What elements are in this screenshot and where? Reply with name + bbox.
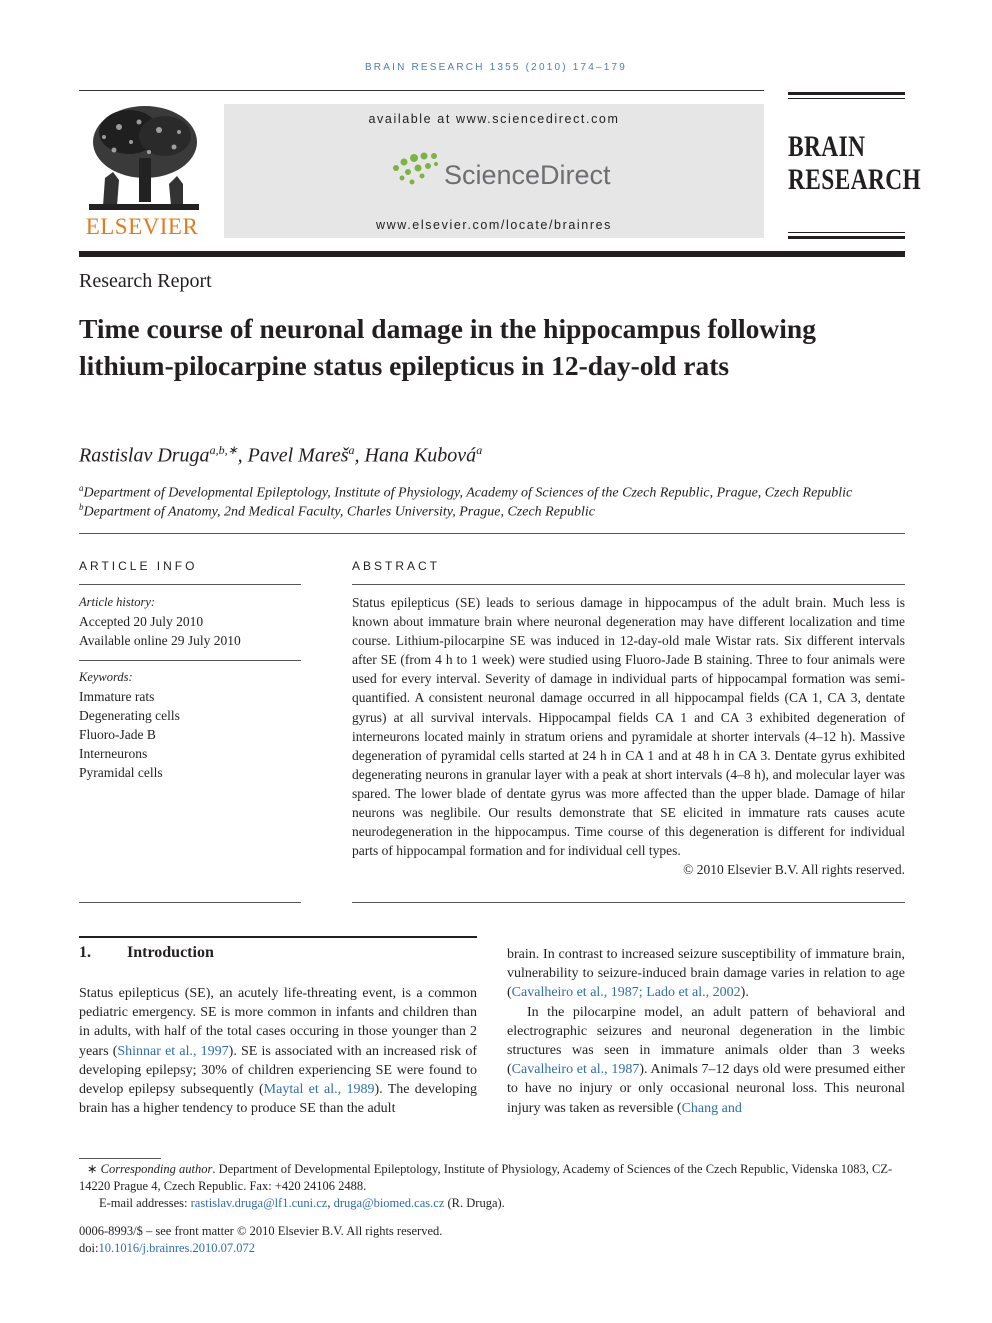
email-label: E-mail addresses: [99, 1196, 191, 1210]
citation-link[interactable]: Shinnar et al., 1997 [117, 1043, 229, 1059]
article-history [79, 593, 241, 650]
affiliation-text: Department of Developmental Epileptology, Institute of Physiology, Academy of Sciences of the Czech Republic, Prague, Czech Republic [83, 485, 853, 501]
abstract-rule [352, 902, 905, 903]
article-info-rule [79, 660, 301, 661]
paragraph-text: ). [740, 985, 749, 1001]
abstract-heading: ABSTRACT [352, 559, 441, 573]
author-list [79, 443, 482, 468]
journal-citation: BRAIN RESEARCH 1355 (2010) 174–179 [364, 62, 628, 73]
journal-logo [788, 130, 922, 196]
paragraph-text: ). The developing brain has a higher tendency to produce SE than the adult [79, 1082, 477, 1117]
doi-line [79, 1240, 905, 1257]
affiliation [79, 502, 595, 521]
corresponding-author-label: Corresponding author [100, 1162, 213, 1176]
author-affiliation-sup: a [348, 443, 355, 457]
abstract-copyright: © 2010 Elsevier B.V. All rights reserved. [683, 862, 905, 878]
author-separator: , [237, 444, 248, 467]
doi-label: doi: [79, 1241, 99, 1255]
email-footnote [79, 1195, 905, 1212]
email-link[interactable]: druga@biomed.cas.cz [333, 1196, 445, 1210]
keyword: Fluoro-Jade B [79, 727, 156, 742]
keyword: Degenerating cells [79, 708, 180, 723]
journal-logo-line2: RESEARCH [788, 163, 922, 196]
paragraph-text: ). Animals 7–12 days old were presumed either to have no injury or only occasional neuronal loss. This neuronal injury was taken as reversible ( [507, 1062, 905, 1116]
footnote-text: . Department of Developmental Epileptology, Institute of Physiology, Academy of Sciences of the Czech Republic, Videnska 1083, CZ-14220 Prague 4, Czech Republic. Fax: +420 24106 2488. [79, 1162, 893, 1193]
paragraph-text: In the pilocarpine model, an adult pattern of behavioral and electrographic seizures and neuronal degeneration in the limbic structures was seen in immature animals older than 3 weeks ( [507, 1004, 905, 1078]
affiliation-label: a [79, 483, 84, 493]
online-date: Available online 29 July 2010 [79, 633, 241, 648]
affiliation-divider [79, 533, 905, 534]
affiliation-label: b [79, 502, 84, 512]
elsevier-logo [79, 102, 205, 240]
intro-right-column [507, 945, 905, 1118]
abstract-text: Status epilepticus (SE) leads to serious damage in hippocampus of the adult brain. Much less is known about immature brain where neuronal degeneration may have different localization and time course. Lithium-pilocarpine SE was induced in 12-day-old male Wistar rats. Six different intervals after SE (from 4 h to 1 week) were studied using Fluoro-Jade B staining. Three to four animals were used for every interval. Severity of damage in individual parts of hippocampal formation was semi-quantified. A consistent neuronal damage occurred in all hippocampal fields (CA 1, CA 3, dentate gyrus) at all survival intervals. Hippocampal fields CA 1 and CA 3 exhibited degeneration of interneurons located mainly in stratum oriens and pyramidale at shorter intervals (4–12 h). Massive degeneration of pyramidal cells started at 24 h in CA 1 and at 48 h in CA 3. Dentate gyrus exhibited degenerating neurons in granular layer with a peak at short intervals (4–8 h), and molecular layer was spared. The lower blade of dentate gyrus was more affected than the upper blade. Damage of hilar neurons was neglibile. Our results demonstrate that SE elicited in immature rats causes acute neurodegeneration in the hippocampus. Time course of this degeneration is different for individual parts of hippocampal formation and for individual cell types. [352, 595, 905, 859]
sciencedirect-dots-icon [390, 150, 442, 190]
paragraph-text: brain. In contrast to increased seizure susceptibility of immature brain, vulnerability to seizure-induced brain damage varies in relation to age ( [507, 947, 905, 1001]
keyword: Interneurons [79, 746, 148, 761]
accepted-date: Accepted 20 July 2010 [79, 614, 204, 629]
footnote-star: ∗ [87, 1162, 98, 1176]
abstract-body [352, 593, 905, 879]
article-title: Time course of neuronal damage in the hippocampus following lithium-pilocarpine status epilepticus in 12-day-old rats [79, 313, 816, 381]
citation-link[interactable]: Maytal et al., 1989 [263, 1082, 375, 1098]
footnote-rule [79, 1158, 161, 1159]
corresponding-author-mark[interactable]: ∗ [227, 443, 238, 457]
author-separator: , [354, 444, 365, 467]
history-label: Article history: [79, 595, 156, 609]
section-number: 1. [79, 944, 91, 961]
journal-logo-rule [788, 98, 905, 99]
keyword: Pyramidal cells [79, 765, 163, 780]
journal-logo-rule [788, 236, 905, 239]
section-title: Introduction [127, 944, 214, 961]
paragraph-text: Status epilepticus (SE), an acutely life-threating event, is a common pediatric emergency. SE is more common in infants and children than in adults, with half of the total cases occuring in those younger than 2 years ( [79, 986, 477, 1059]
author-name[interactable]: Pavel Mareš [247, 444, 349, 467]
header-rule [79, 90, 764, 91]
article-info-heading: ARTICLE INFO [79, 559, 198, 573]
available-at-text: available at www.sciencedirect.com [368, 112, 620, 126]
corresponding-author-footnote [79, 1161, 905, 1195]
issn-line: 0006-8993/$ – see front matter © 2010 Elsevier B.V. All rights reserved. [79, 1224, 443, 1238]
sciencedirect-logo-text: ScienceDirect [444, 160, 611, 190]
journal-logo-rule [788, 92, 905, 95]
email-link[interactable]: rastislav.druga@lf1.cuni.cz [190, 1196, 328, 1210]
journal-url: www.elsevier.com/locate/brainres [376, 218, 612, 232]
citation-link[interactable]: Chang and [681, 1100, 742, 1116]
journal-logo-line1: BRAIN [788, 130, 866, 163]
journal-logo-rule [788, 232, 905, 233]
section-heading [79, 944, 214, 962]
paragraph [507, 1003, 905, 1118]
author-affiliation-sup: a [476, 443, 483, 457]
citation-link[interactable]: Cavalheiro et al., 1987; Lado et al., 2002 [511, 985, 741, 1001]
doi-link[interactable]: 10.1016/j.brainres.2010.07.072 [98, 1241, 256, 1255]
article-info-rule [79, 902, 301, 903]
author-name[interactable]: Rastislav Druga [79, 444, 210, 467]
email-suffix: (R. Druga). [444, 1196, 505, 1210]
affiliation-text: Department of Anatomy, 2nd Medical Faculty, Charles University, Prague, Czech Republic [83, 504, 595, 520]
author-affiliation-sup: a,b, [209, 443, 228, 457]
keyword: Immature rats [79, 689, 155, 704]
intro-left-column [79, 984, 477, 1118]
elsevier-logo-text: ELSEVIER [85, 214, 199, 239]
email-separator: , [327, 1196, 334, 1210]
abstract-rule [352, 584, 905, 585]
elsevier-tree-icon [79, 102, 205, 214]
header-divider [79, 251, 905, 257]
affiliation [79, 483, 852, 502]
section-rule [79, 936, 477, 938]
article-info-rule [79, 584, 301, 585]
article-type: Research Report [79, 270, 212, 292]
citation-link[interactable]: Cavalheiro et al., 1987 [511, 1062, 640, 1078]
keywords-label: Keywords: [79, 670, 133, 684]
author-name[interactable]: Hana Kubová [364, 444, 477, 467]
keywords-block [79, 668, 180, 782]
paragraph-text: ). SE is associated with an increased risk of developing epilepsy; 30% of children experiencing SE were found to develop epilepsy subsequently ( [79, 1043, 478, 1098]
